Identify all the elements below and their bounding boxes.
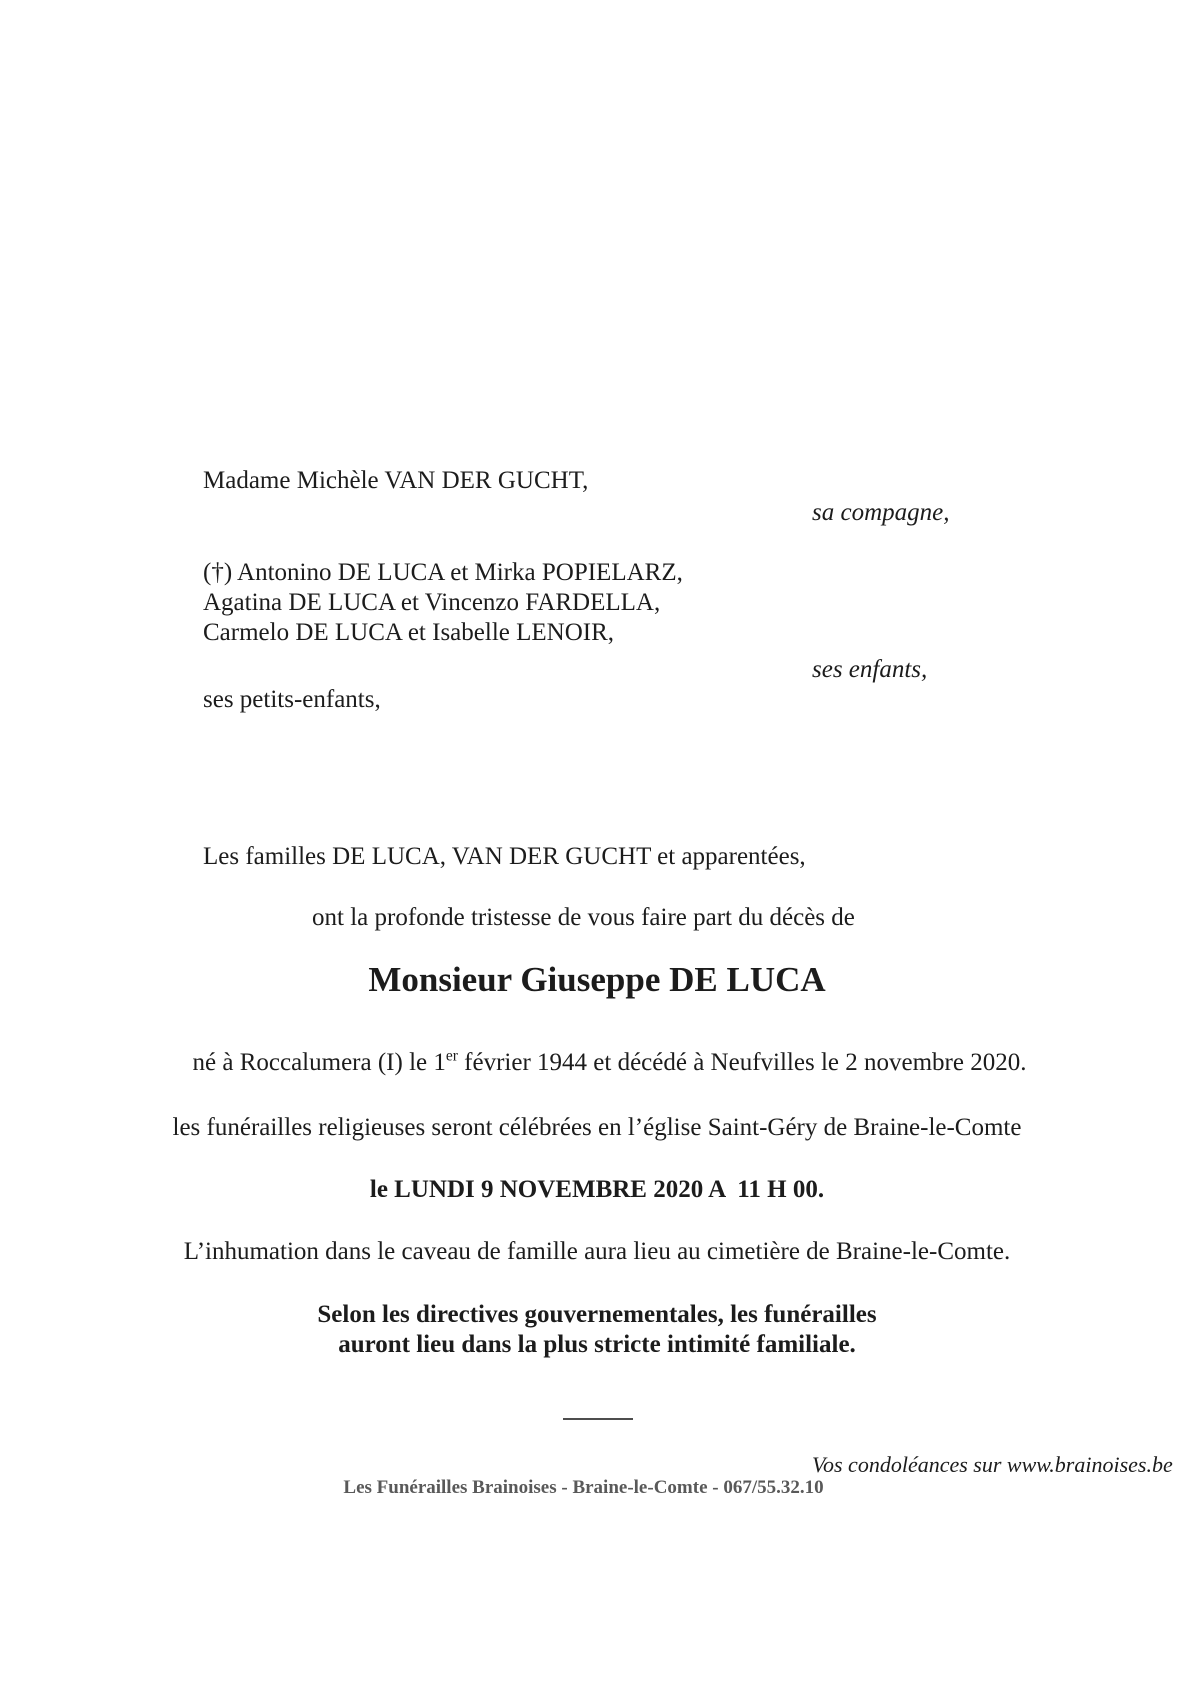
- ceremony-line: les funérailles religieuses seront célébrées en l’église Saint-Géry de Braine-le-Comte: [172, 1114, 1022, 1141]
- burial-line: L’inhumation dans le caveau de famille aura lieu au cimetière de Braine-le-Comte.: [183, 1238, 1011, 1265]
- separator-rule: [563, 1418, 633, 1420]
- deceased-name-heading: Monsieur Giuseppe DE LUCA: [368, 960, 826, 999]
- grandchildren-line: ses petits-enfants,: [203, 686, 381, 713]
- child-line: Carmelo DE LUCA et Isabelle LENOIR,: [203, 619, 615, 646]
- ceremony-datetime-line: le LUNDI 9 NOVEMBRE 2020 A 11 H 00.: [369, 1176, 825, 1203]
- birth-death-line: [0, 1018, 1194, 1108]
- covid-notice-line2: auront lieu dans la plus stricte intimité familiale.: [338, 1331, 856, 1358]
- birth-death-part1: né à Roccalumera (I) le 1: [192, 1049, 446, 1076]
- child-line: Agatina DE LUCA et Vincenzo FARDELLA,: [203, 589, 661, 616]
- funeral-home-footer: Les Funérailles Brainoises - Braine-le-Comte - 067/55.32.10: [343, 1477, 824, 1498]
- condolences-line: Vos condoléances sur www.brainoises.be: [812, 1452, 1173, 1477]
- child-line: (†) Antonino DE LUCA et Mirka POPIELARZ,: [203, 559, 683, 586]
- families-line: Les familles DE LUCA, VAN DER GUCHT et apparentées,: [203, 843, 806, 870]
- birth-death-part2: février 1944 et décédé à Neufvilles le 2 novembre 2020.: [457, 1049, 1027, 1076]
- children-list: [203, 558, 683, 648]
- companion-name: Madame Michèle VAN DER GUCHT,: [203, 467, 589, 494]
- covid-notice-line1: Selon les directives gouvernementales, les funérailles: [317, 1301, 877, 1328]
- birth-death-superscript: er: [445, 1047, 458, 1065]
- children-relation-label: ses enfants,: [812, 656, 928, 683]
- announcement-line: ont la profonde tristesse de vous faire part du décès de: [312, 904, 855, 931]
- companion-relation-label: sa compagne,: [812, 499, 950, 526]
